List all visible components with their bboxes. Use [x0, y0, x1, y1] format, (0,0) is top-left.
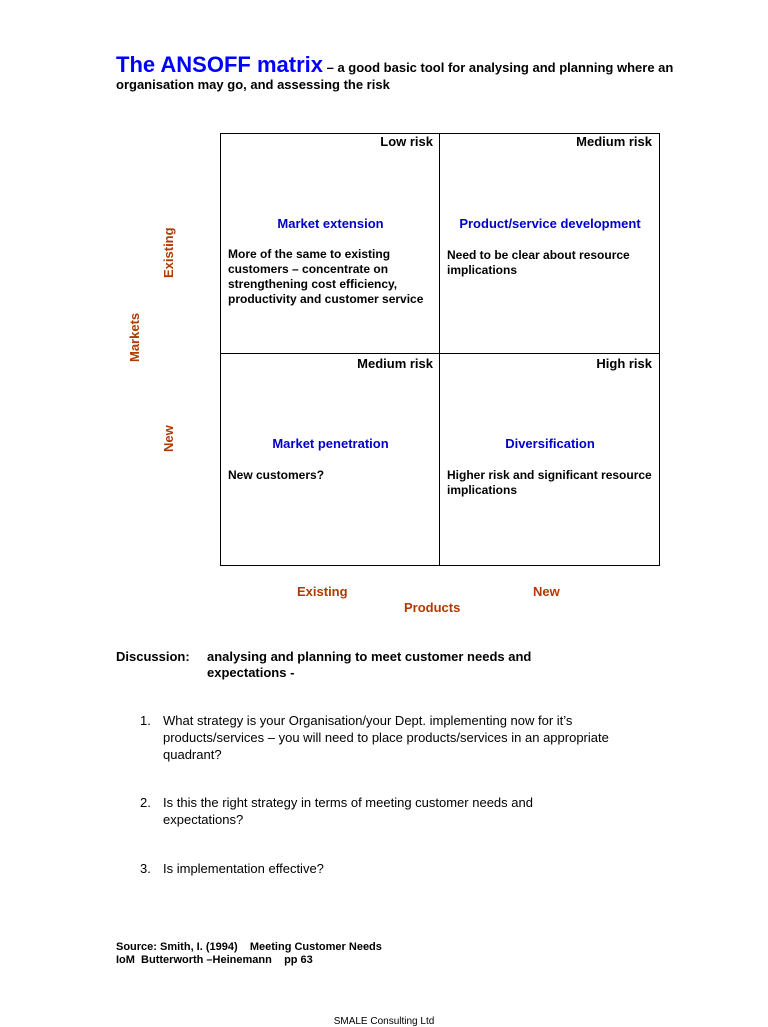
quadrant-4-title: Diversification — [505, 436, 595, 451]
page-title — [116, 52, 676, 93]
quadrant-3-risk: Medium risk — [357, 356, 433, 371]
x-axis-left-label: Existing — [297, 584, 348, 599]
question-1-number: 1. — [140, 713, 151, 728]
discussion-label: Discussion: — [116, 649, 190, 664]
quadrant-1-risk: Low risk — [380, 134, 433, 149]
quadrant-1-title: Market extension — [277, 216, 384, 231]
y-axis-bottom-label: New — [161, 425, 176, 452]
quadrant-4-text: Higher risk and significant resource implications — [447, 468, 652, 497]
title-main: The ANSOFF matrix — [116, 52, 323, 77]
page-footer: SMALE Consulting Ltd — [333, 1016, 435, 1027]
quadrant-2-text: Need to be clear about resource implications — [447, 248, 630, 277]
quadrant-3-text: New customers? — [228, 468, 325, 482]
source-line-2: IoM Butterworth –Heinemann pp 63 — [116, 954, 313, 966]
x-axis-right-label: New — [533, 584, 560, 599]
quadrant-4-risk: High risk — [596, 356, 652, 371]
ansoff-matrix — [220, 133, 660, 566]
source-line-1: Source: Smith, I. (1994) Meeting Customer Needs — [116, 941, 382, 953]
x-axis-label: Products — [404, 600, 461, 615]
question-3-number: 3. — [140, 861, 151, 876]
quadrant-2-title: Product/service development — [459, 216, 641, 231]
question-1-text: What strategy is your Organisation/your Dept. implementing now for it’s products/services – you will need to place products/services in an appropriate quadrant? — [163, 713, 609, 762]
question-2-number: 2. — [140, 795, 151, 810]
discussion-text: analysing and planning to meet customer needs and expectations - — [207, 649, 532, 680]
quadrant-2-risk: Medium risk — [576, 134, 652, 149]
title-subtitle: – a good basic tool for analysing and planning where an organisation may go, and assessing the risk — [116, 60, 674, 92]
question-3-text: Is implementation effective? — [163, 861, 324, 876]
quadrant-1-text: More of the same to existing customers – concentrate on strengthening cost efficiency, productivity and customer service — [228, 247, 424, 306]
matrix-horizontal-divider — [220, 353, 660, 354]
quadrant-3-title: Market penetration — [272, 436, 389, 451]
question-2-text: Is this the right strategy in terms of meeting customer needs and expectations? — [163, 795, 533, 827]
y-axis-label: Markets — [127, 312, 142, 362]
y-axis-top-label: Existing — [161, 227, 176, 278]
matrix-vertical-divider — [439, 133, 440, 566]
